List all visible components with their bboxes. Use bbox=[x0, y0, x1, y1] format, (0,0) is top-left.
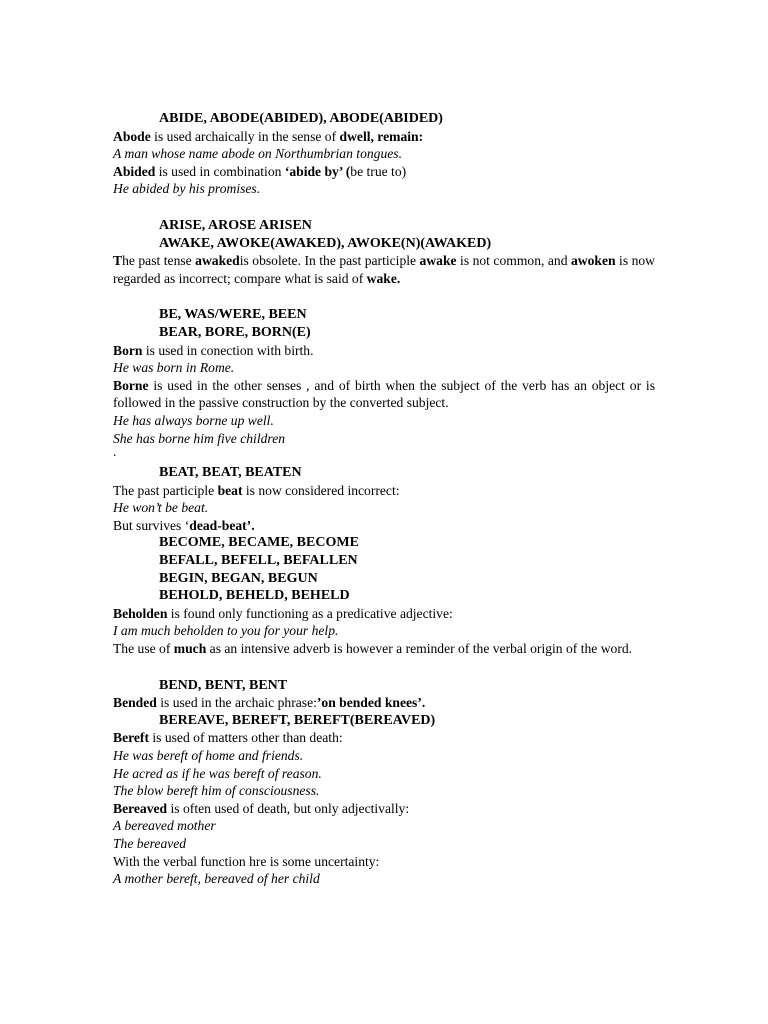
term-awoken: awoken bbox=[570, 253, 616, 269]
spacer bbox=[113, 198, 655, 217]
example-bereft-3: The blow bereft him of consciousness. bbox=[113, 783, 320, 799]
term-much: much bbox=[173, 641, 207, 657]
entry-heading-bear: BEAR, BORE, BORN(E) bbox=[159, 324, 311, 340]
note-bereaved bbox=[113, 800, 655, 818]
document-page bbox=[113, 110, 655, 888]
term-born: Born bbox=[113, 342, 143, 358]
note-text: is obsolete. In the past participle bbox=[239, 253, 420, 269]
example-abode: A man whose name abode on Northumbrian tongues. bbox=[113, 146, 402, 162]
note-text: be true to) bbox=[350, 163, 407, 179]
entry-heading-be: BE, WAS/WERE, BEEN bbox=[159, 307, 307, 323]
term-abide-by: ‘abide by’ ( bbox=[284, 163, 351, 179]
term-wake: wake. bbox=[366, 270, 401, 286]
note-text: is used archaically in the sense of bbox=[150, 128, 340, 144]
note-much bbox=[113, 640, 655, 658]
example-bereaved-1: A bereaved mother bbox=[113, 818, 216, 834]
dropcap: T bbox=[113, 253, 123, 269]
note-text: The past participle bbox=[113, 482, 218, 498]
term-bended-knees: ’on bended knees’. bbox=[316, 695, 426, 711]
spacer bbox=[113, 658, 655, 677]
note-verbal-function: With the verbal function hre is some uncertainty: bbox=[113, 853, 380, 869]
note-text: as an intensive adverb is however a reminder of the verbal origin of the word. bbox=[206, 641, 633, 657]
note-abode bbox=[113, 128, 655, 146]
entry-heading-awake: AWAKE, AWOKE(AWAKED), AWOKE(N)(AWAKED) bbox=[159, 235, 492, 251]
entry-heading-begin: BEGIN, BEGAN, BEGUN bbox=[159, 570, 318, 586]
note-text: is often used of death, but only adjectivally: bbox=[167, 800, 410, 816]
example-beat: He won’t be beat. bbox=[113, 500, 209, 516]
term-dead-beat: dead-beat’. bbox=[189, 517, 255, 533]
example-beholden: I am much beholden to you for your help. bbox=[113, 623, 339, 639]
term-dwell-remain: dwell, remain: bbox=[339, 128, 424, 144]
note-abided bbox=[113, 163, 655, 181]
term-bereft: Bereft bbox=[113, 730, 149, 746]
entry-heading-arise: ARISE, AROSE ARISEN bbox=[159, 217, 312, 233]
entry-heading-bereave: BEREAVE, BEREFT, BEREFT(BEREAVED) bbox=[159, 712, 436, 728]
entry-heading-behold: BEHOLD, BEHELD, BEHELD bbox=[159, 588, 350, 604]
stray-period: . bbox=[113, 444, 117, 460]
term-beat: beat bbox=[217, 482, 243, 498]
note-borne bbox=[113, 377, 655, 412]
entry-heading-bend: BEND, BENT, BENT bbox=[159, 677, 288, 693]
term-awaked: awaked bbox=[195, 253, 240, 269]
entry-heading-become: BECOME, BECAME, BECOME bbox=[159, 535, 359, 551]
note-text: is found only functioning as a predicative adjective: bbox=[167, 605, 453, 621]
note-text: is used in conection with birth. bbox=[142, 342, 314, 358]
note-bereft bbox=[113, 729, 655, 747]
note-text: is not common, and bbox=[456, 253, 571, 269]
example-borne-2: She has borne him five children bbox=[113, 430, 286, 446]
note-text: The use of bbox=[113, 641, 174, 657]
note-text: But survives ‘ bbox=[113, 517, 190, 533]
note-text: is used in the other senses , and of birth when the subject of the verb has an object or is followed in the passive construction by the converted subject. bbox=[113, 377, 655, 411]
note-dead-beat bbox=[113, 517, 655, 535]
note-awake bbox=[113, 252, 655, 287]
note-bended bbox=[113, 694, 655, 712]
note-beat bbox=[113, 482, 655, 500]
note-text: is now considered incorrect: bbox=[242, 482, 400, 498]
term-abided: Abided bbox=[113, 163, 156, 179]
example-born: He was born in Rome. bbox=[113, 360, 235, 376]
note-born bbox=[113, 342, 655, 360]
note-beholden bbox=[113, 605, 655, 623]
example-bereaved-2: The bereaved bbox=[113, 835, 187, 851]
spacer bbox=[113, 287, 655, 306]
term-bended: Bended bbox=[113, 695, 157, 711]
example-bereft-bereaved: A mother bereft, bereaved of her child bbox=[113, 871, 320, 887]
term-borne: Borne bbox=[113, 377, 149, 393]
note-text: is used of matters other than death: bbox=[148, 730, 343, 746]
note-text: is used in combination bbox=[155, 163, 285, 179]
note-text: is now regarded as incorrect; compare what is said of bbox=[113, 253, 655, 286]
term-bereaved: Bereaved bbox=[113, 800, 168, 816]
example-borne-1: He has always borne up well. bbox=[113, 412, 274, 428]
note-text: is used in the archaic phrase: bbox=[156, 695, 317, 711]
example-bereft-1: He was bereft of home and friends. bbox=[113, 748, 304, 763]
term-abode: Abode bbox=[113, 128, 151, 144]
example-abided: He abided by his promises. bbox=[113, 181, 261, 197]
note-text: he past tense bbox=[122, 253, 196, 269]
example-bereft-2: He acred as if he was bereft of reason. bbox=[113, 765, 322, 781]
entry-heading-befall: BEFALL, BEFELL, BEFALLEN bbox=[159, 553, 358, 569]
term-awake: awake bbox=[419, 253, 457, 269]
entry-heading-beat: BEAT, BEAT, BEATEN bbox=[159, 465, 302, 481]
entry-heading-abide: ABIDE, ABODE(ABIDED), ABODE(ABIDED) bbox=[159, 111, 443, 126]
term-beholden: Beholden bbox=[113, 605, 168, 621]
